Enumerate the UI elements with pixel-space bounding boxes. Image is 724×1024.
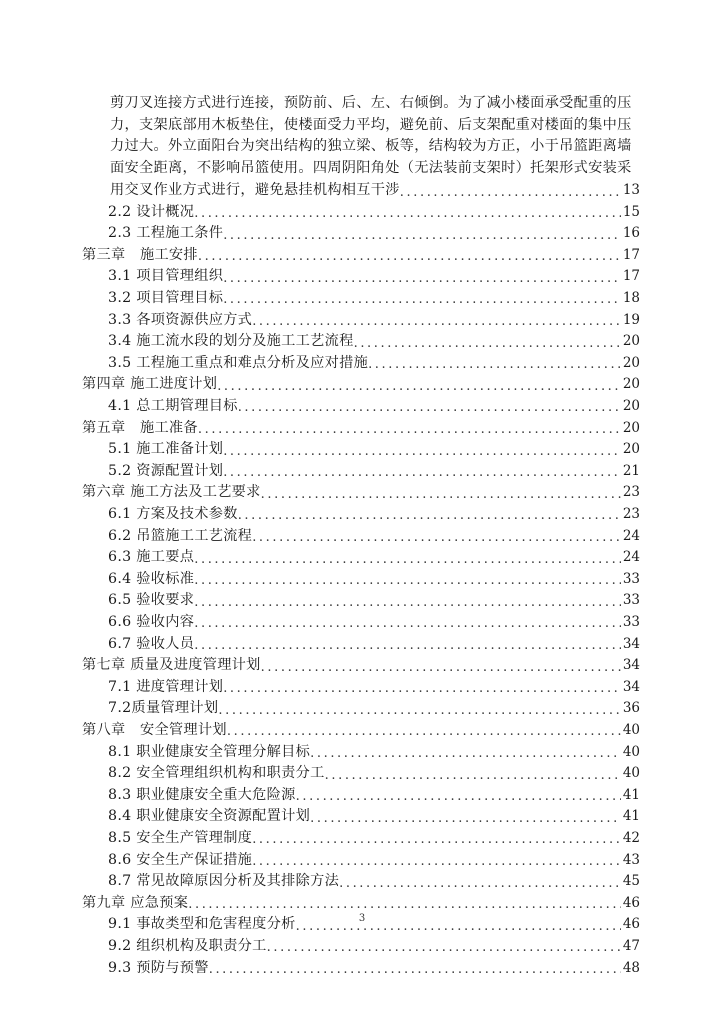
toc-entry-title: 6.7 验收人员 [108, 635, 195, 652]
toc-dot-leader [217, 374, 621, 396]
toc-chapter-entry[interactable] [82, 245, 640, 267]
toc-entry-page: 41 [622, 786, 640, 803]
toc-entry-title: 3.3 各项资源供应方式 [108, 311, 253, 328]
toc-entry-title: 第四章 施工进度计划 [82, 376, 218, 393]
toc-entry-title: 第三章 施工安排 [82, 246, 198, 263]
toc-section-entry[interactable] [108, 828, 640, 850]
intro-line: 力，支架底部用木板垫住，使楼面受力平均，避免前、后支架配重对楼面的集中压 [110, 116, 632, 133]
toc-entry-page: 34 [622, 657, 640, 674]
toc-section-entry[interactable] [108, 785, 640, 807]
toc-section-entry[interactable] [108, 634, 640, 656]
toc-entry-title: 6.4 验收标准 [108, 570, 195, 587]
toc-section-entry[interactable] [108, 698, 640, 720]
toc-entry-page: 23 [622, 484, 640, 501]
toc-entry-page: 47 [622, 937, 640, 954]
toc-entry-title: 第五章 施工准备 [82, 419, 198, 436]
toc-dot-leader [223, 288, 621, 310]
toc-section-entry[interactable] [108, 353, 640, 375]
toc-dot-leader [198, 245, 621, 267]
toc-section-entry[interactable] [108, 742, 640, 764]
toc-section-entry[interactable] [108, 439, 640, 461]
toc-dot-leader [368, 353, 621, 375]
toc-entry-page: 34 [622, 678, 640, 695]
toc-section-entry[interactable] [108, 266, 640, 288]
toc-dot-leader [227, 720, 621, 742]
toc-entry-title: 4.1 总工期管理目标 [108, 397, 238, 414]
toc-entry-page: 40 [622, 765, 640, 782]
toc-chapter-entry[interactable] [82, 893, 640, 915]
toc-section-entry[interactable] [108, 396, 640, 418]
toc-entry-page: 41 [622, 808, 640, 825]
toc-dot-leader [339, 871, 621, 893]
toc-entry-page: 33 [622, 613, 640, 630]
intro-line: 面安全距离，不影响吊篮使用。四周阴阳角处（无法装前支架时）托架形式安装采 [110, 159, 632, 176]
toc-dot-leader [252, 310, 621, 332]
toc-entry-title: 3.2 项目管理目标 [108, 289, 224, 306]
toc-section-entry[interactable] [108, 677, 640, 699]
toc-chapter-entry[interactable] [82, 720, 640, 742]
toc-dot-leader [400, 180, 621, 202]
toc-entry-page: 20 [622, 397, 640, 414]
toc-entry-title: 5.1 施工准备计划 [108, 441, 224, 458]
toc-entry-page: 13 [622, 181, 640, 198]
toc-chapter-entry[interactable] [82, 374, 640, 396]
toc-dot-leader [209, 958, 621, 980]
toc-section-entry[interactable] [108, 850, 640, 872]
toc-entry-page: 43 [622, 851, 640, 868]
toc-entry-title: 用交叉作业方式进行，避免悬挂机构相互干涉 [110, 181, 400, 198]
toc-section-entry[interactable] [108, 526, 640, 548]
toc-dot-leader [238, 396, 621, 418]
toc-dot-leader [238, 504, 621, 526]
intro-line: 力过大。外立面阳台为突出结构的独立梁、板等，结构较为方正，小于吊篮距离墙 [110, 138, 632, 155]
toc-entry-page: 46 [622, 894, 640, 911]
toc-entry-page: 16 [622, 225, 640, 242]
toc-section-entry[interactable] [110, 180, 640, 202]
toc-dot-leader [194, 569, 621, 591]
toc-entry-page: 40 [622, 721, 640, 738]
toc-chapter-entry[interactable] [82, 418, 640, 440]
toc-section-entry[interactable] [108, 590, 640, 612]
toc-entry-title: 3.1 项目管理组织 [108, 268, 224, 285]
intro-paragraph [110, 93, 640, 179]
toc-dot-leader [223, 266, 621, 288]
toc-dot-leader [261, 482, 621, 504]
toc-dot-leader [252, 850, 621, 872]
toc-dot-leader [194, 612, 621, 634]
toc-dot-leader [310, 742, 621, 764]
toc-entry-title: 9.1 事故类型和危害程度分析 [108, 916, 296, 933]
toc-entry-page: 19 [622, 311, 640, 328]
toc-entry-page: 40 [622, 743, 640, 760]
toc-entry-title: 6.5 验收要求 [108, 592, 195, 609]
toc-section-entry[interactable] [108, 223, 640, 245]
toc-section-entry[interactable] [108, 461, 640, 483]
toc-entry-title: 第六章 施工方法及工艺要求 [82, 484, 261, 501]
toc-entry-page: 45 [622, 873, 640, 890]
toc-dot-leader [261, 655, 621, 677]
toc-entry-title: 8.6 安全生产保证措施 [108, 851, 253, 868]
toc-entry-title: 8.5 安全生产管理制度 [108, 829, 253, 846]
toc-entry-page: 46 [622, 916, 640, 933]
toc-entry-title: 7.2质量管理计划 [108, 700, 219, 717]
toc-dot-leader [252, 828, 621, 850]
toc-entry-title: 第七章 质量及进度管理计划 [82, 657, 261, 674]
toc-entry-title: 6.2 吊篮施工工艺流程 [108, 527, 253, 544]
toc-entry-page: 33 [622, 592, 640, 609]
toc-section-entry[interactable] [108, 288, 640, 310]
toc-entry-title: 第九章 应急预案 [82, 894, 189, 911]
intro-line: 剪刀叉连接方式进行连接，预防前、后、左、右倾倒。为了减小楼面承受配重的压 [110, 95, 632, 111]
toc-chapter-entry[interactable] [82, 655, 640, 677]
toc-entry-title: 7.1 进度管理计划 [108, 678, 224, 695]
toc-entry-title: 8.1 职业健康安全管理分解目标 [108, 743, 311, 760]
toc-section-entry[interactable] [108, 871, 640, 893]
toc-section-entry[interactable] [108, 806, 640, 828]
toc-entry-title: 6.6 验收内容 [108, 613, 195, 630]
toc-entry-page: 20 [622, 419, 640, 436]
toc-entry-title: 2.2 设计概况 [108, 203, 195, 220]
toc-section-entry[interactable] [108, 202, 640, 224]
toc-entry-title: 9.2 组织机构及职责分工 [108, 937, 267, 954]
toc-dot-leader [194, 590, 621, 612]
toc-entry-page: 24 [622, 549, 640, 566]
toc-entry-page: 34 [622, 635, 640, 652]
toc-entry-page: 18 [622, 289, 640, 306]
toc-entry-page: 21 [622, 462, 640, 479]
toc-entry-title: 6.3 施工要点 [108, 549, 195, 566]
toc-dot-leader [218, 698, 620, 720]
toc-section-entry[interactable] [108, 569, 640, 591]
toc-entry-page: 42 [622, 829, 640, 846]
page-number: 3 [358, 913, 366, 924]
toc-dot-leader [223, 439, 621, 461]
toc-entry-title: 3.5 工程施工重点和难点分析及应对措施 [108, 354, 369, 371]
toc-entry-page: 20 [622, 376, 640, 393]
toc-entry-title: 5.2 资源配置计划 [108, 462, 224, 479]
toc-entry-page: 33 [622, 570, 640, 587]
toc-dot-leader [354, 331, 621, 353]
toc-dot-leader [223, 223, 621, 245]
toc-entry-title: 第八章 安全管理计划 [82, 721, 227, 738]
toc-entry-title: 8.4 职业健康安全资源配置计划 [108, 808, 311, 825]
toc-section-entry[interactable] [108, 547, 640, 569]
toc-entry-title: 6.1 方案及技术参数 [108, 505, 238, 522]
toc-entry-title: 8.2 安全管理组织机构和职责分工 [108, 765, 325, 782]
toc-section-entry[interactable] [108, 310, 640, 332]
toc-entry-page: 20 [622, 441, 640, 458]
toc-dot-leader [194, 202, 621, 224]
toc-section-entry[interactable] [108, 936, 640, 958]
toc-section-entry[interactable] [108, 331, 640, 353]
toc-dot-leader [198, 418, 621, 440]
toc-section-entry[interactable] [108, 958, 640, 980]
toc-entry-page: 15 [622, 203, 640, 220]
toc-entry-page: 24 [622, 527, 640, 544]
toc-section-entry[interactable] [108, 763, 640, 785]
toc-dot-leader [310, 806, 621, 828]
toc-entry-title: 9.3 预防与预警 [108, 959, 209, 976]
toc-entry-title: 8.3 职业健康安全重大危险源 [108, 786, 296, 803]
toc-dot-leader [188, 893, 621, 915]
toc-chapter-entry[interactable] [82, 482, 640, 504]
toc-entry-title: 8.7 常见故障原因分析及其排除方法 [108, 873, 340, 890]
toc-dot-leader [194, 547, 621, 569]
toc-entry-page: 17 [622, 246, 640, 263]
toc-dot-leader [194, 634, 621, 656]
toc-dot-leader [252, 526, 621, 548]
toc-dot-leader [223, 677, 621, 699]
toc-entry-page: 36 [622, 700, 640, 717]
toc-dot-leader [223, 461, 621, 483]
toc-entry-page: 20 [622, 333, 640, 350]
toc-dot-leader [296, 785, 621, 807]
toc-entry-title: 2.3 工程施工条件 [108, 225, 224, 242]
toc-section-entry[interactable] [108, 504, 640, 526]
toc-entry-page: 20 [622, 354, 640, 371]
toc-entry-page: 23 [622, 505, 640, 522]
toc-entry-page: 48 [622, 959, 640, 976]
toc-entry-title: 3.4 施工流水段的划分及施工工艺流程 [108, 333, 354, 350]
toc-dot-leader [325, 763, 621, 785]
toc-section-entry[interactable] [108, 612, 640, 634]
toc-entry-page: 17 [622, 268, 640, 285]
toc-dot-leader [267, 936, 621, 958]
